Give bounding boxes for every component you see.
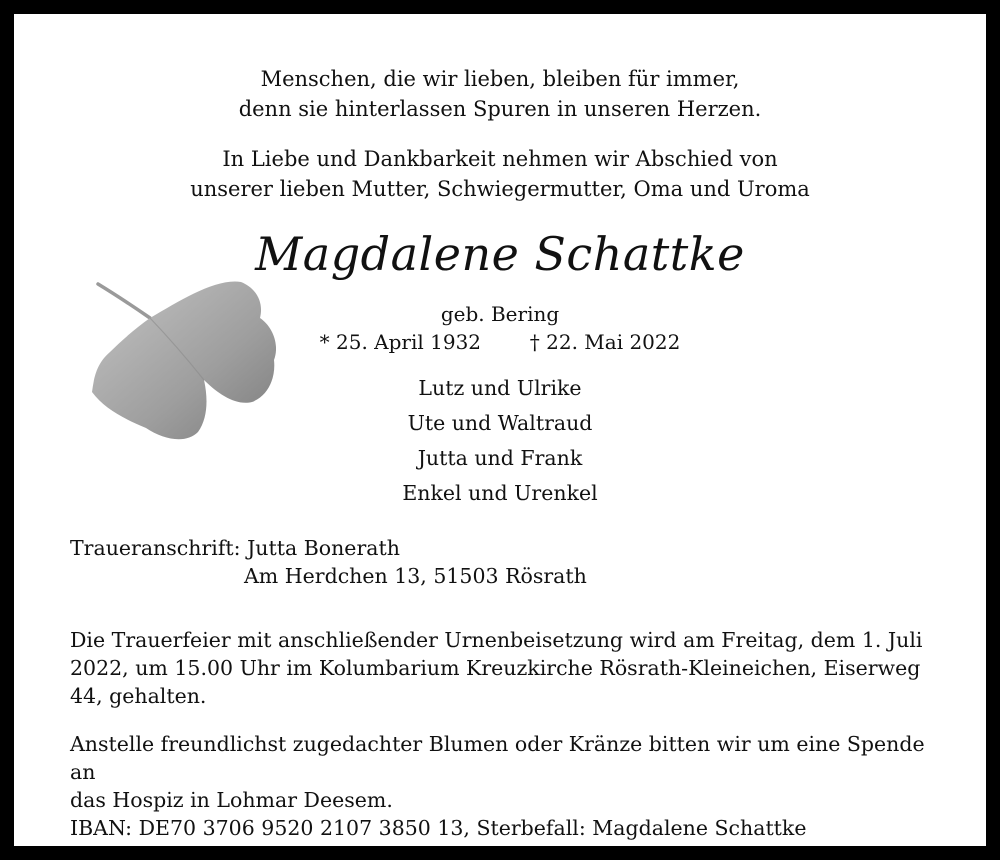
donation-iban: IBAN: DE70 3706 9520 2107 3850 13, Sterbefall: Magdalene Schattke <box>70 816 807 840</box>
deceased-name: Magdalene Schattke <box>255 227 745 281</box>
quote <box>14 64 986 124</box>
quote-line-2: denn sie hinterlassen Spuren in unseren Herzen. <box>238 97 762 121</box>
address-label: Traueranschrift: Jutta Bonerath <box>70 536 400 560</box>
address-street: Am Herdchen 13, 51503 Rösrath <box>244 564 587 588</box>
ceremony-line-3: 44, gehalten. <box>70 684 207 708</box>
quote-line-1: Menschen, die wir lieben, bleiben für immer, <box>260 67 740 91</box>
ceremony-line-2: 2022, um 15.00 Uhr im Kolumbarium Kreuzkirche Rösrath-Kleineichen, Eiserweg <box>70 656 921 680</box>
birth-date: * 25. April 1932 <box>319 330 482 354</box>
mourning-address <box>70 534 587 590</box>
donation-line-2: das Hospiz in Lohmar Deesem. <box>70 788 393 812</box>
donation-line-1: Anstelle freundlichst zugedachter Blumen oder Kränze bitten wir um eine Spende an <box>70 732 925 784</box>
donation-info <box>70 730 950 842</box>
family-member: Jutta und Frank <box>417 446 583 470</box>
family-list <box>14 371 986 511</box>
life-dates <box>14 328 986 356</box>
intro-line-2: unserer lieben Mutter, Schwiegermutter, Oma und Uroma <box>190 177 810 201</box>
intro <box>14 144 986 204</box>
ceremony-info <box>70 626 940 710</box>
ceremony-line-1: Die Trauerfeier mit anschließender Urnenbeisetzung wird am Freitag, dem 1. Juli <box>70 628 923 652</box>
family-member: Ute und Waltraud <box>407 411 593 435</box>
death-date: † 22. Mai 2022 <box>529 330 681 354</box>
maiden-name: geb. Bering <box>440 302 560 326</box>
family-member: Enkel und Urenkel <box>402 481 598 505</box>
intro-line-1: In Liebe und Dankbarkeit nehmen wir Abschied von <box>222 147 778 171</box>
family-member: Lutz und Ulrike <box>418 376 582 400</box>
